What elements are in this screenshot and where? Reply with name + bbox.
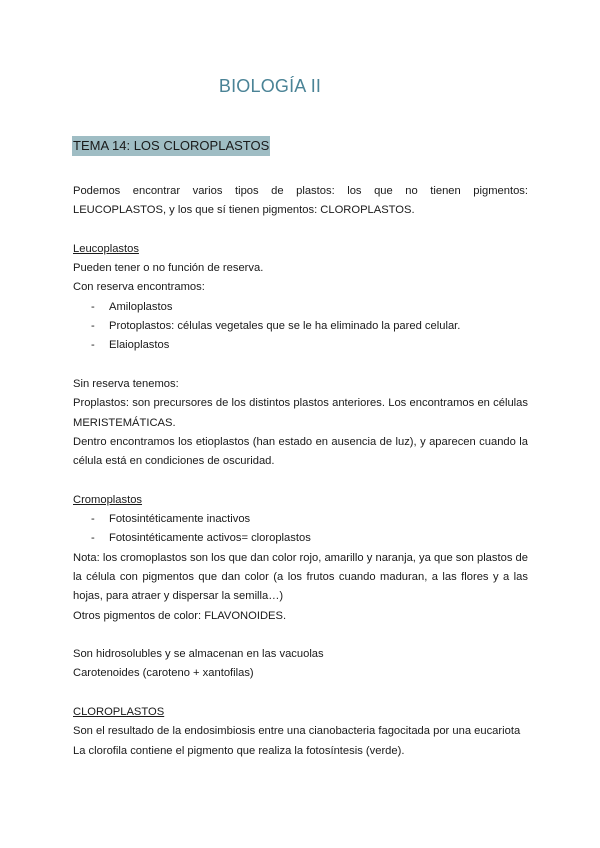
paragraph: La clorofila contiene el pigmento que realiza la fotosíntesis (verde). <box>73 744 405 757</box>
list-reserva <box>73 298 528 356</box>
paragraph: Son hidrosolubles y se almacenan en las vacuolas <box>73 648 324 661</box>
paragraph: Sin reserva tenemos: <box>73 377 179 390</box>
section-heading-cromoplastos: Cromoplastos <box>73 493 143 506</box>
paragraph: Otros pigmentos de color: FLAVONOIDES. <box>73 609 287 622</box>
paragraph: Con reserva encontramos: <box>73 281 205 294</box>
list-item: - Protoplastos: células vegetales que se le ha eliminado la pared celular. <box>73 317 528 336</box>
list-item: - Amiloplastos <box>73 298 528 317</box>
section-heading-leucoplastos: Leucoplastos <box>73 242 139 255</box>
section-heading-cloroplastos: CLOROPLASTOS <box>73 706 165 719</box>
paragraph: Proplastos: son precursores de los distintos plastos anteriores. Los encontramos en células MERISTEMÁTICAS. <box>73 397 528 429</box>
paragraph: Dentro encontramos los etioplastos (han estado en ausencia de luz), y aparecen cuando la célula está en condiciones de oscuridad. <box>73 435 528 468</box>
paragraph: Son el resultado de la endosimbiosis entre una cianobacteria fagocitada por una eucariota <box>73 725 521 738</box>
list-item: - Fotosintéticamente inactivos <box>73 510 528 529</box>
paragraph: Pueden tener o no función de reserva. <box>73 262 264 275</box>
document-title: BIOLOGÍA II <box>218 76 322 96</box>
topic-heading: TEMA 14: LOS CLOROPLASTOS <box>72 136 270 156</box>
list-item: - Fotosintéticamente activos= cloroplastos <box>73 529 528 548</box>
document-body <box>73 182 528 761</box>
list-cromoplastos <box>73 510 528 549</box>
paragraph: Carotenoides (caroteno + xantofilas) <box>73 667 254 680</box>
paragraph: Nota: los cromoplastos son los que dan color rojo, amarillo y naranja, ya que son plastos de la célula con pigmentos que dan color (a los frutos cuando maduran, a las flores y a las hojas, para atraer y dispersar la semilla…) <box>73 551 528 603</box>
list-item: - Elaioplastos <box>73 336 528 355</box>
intro-paragraph: Podemos encontrar varios tipos de plastos: los que no tienen pigmentos: LEUCOPLASTOS, y los que sí tienen pigmentos: CLOROPLASTOS. <box>73 185 528 217</box>
